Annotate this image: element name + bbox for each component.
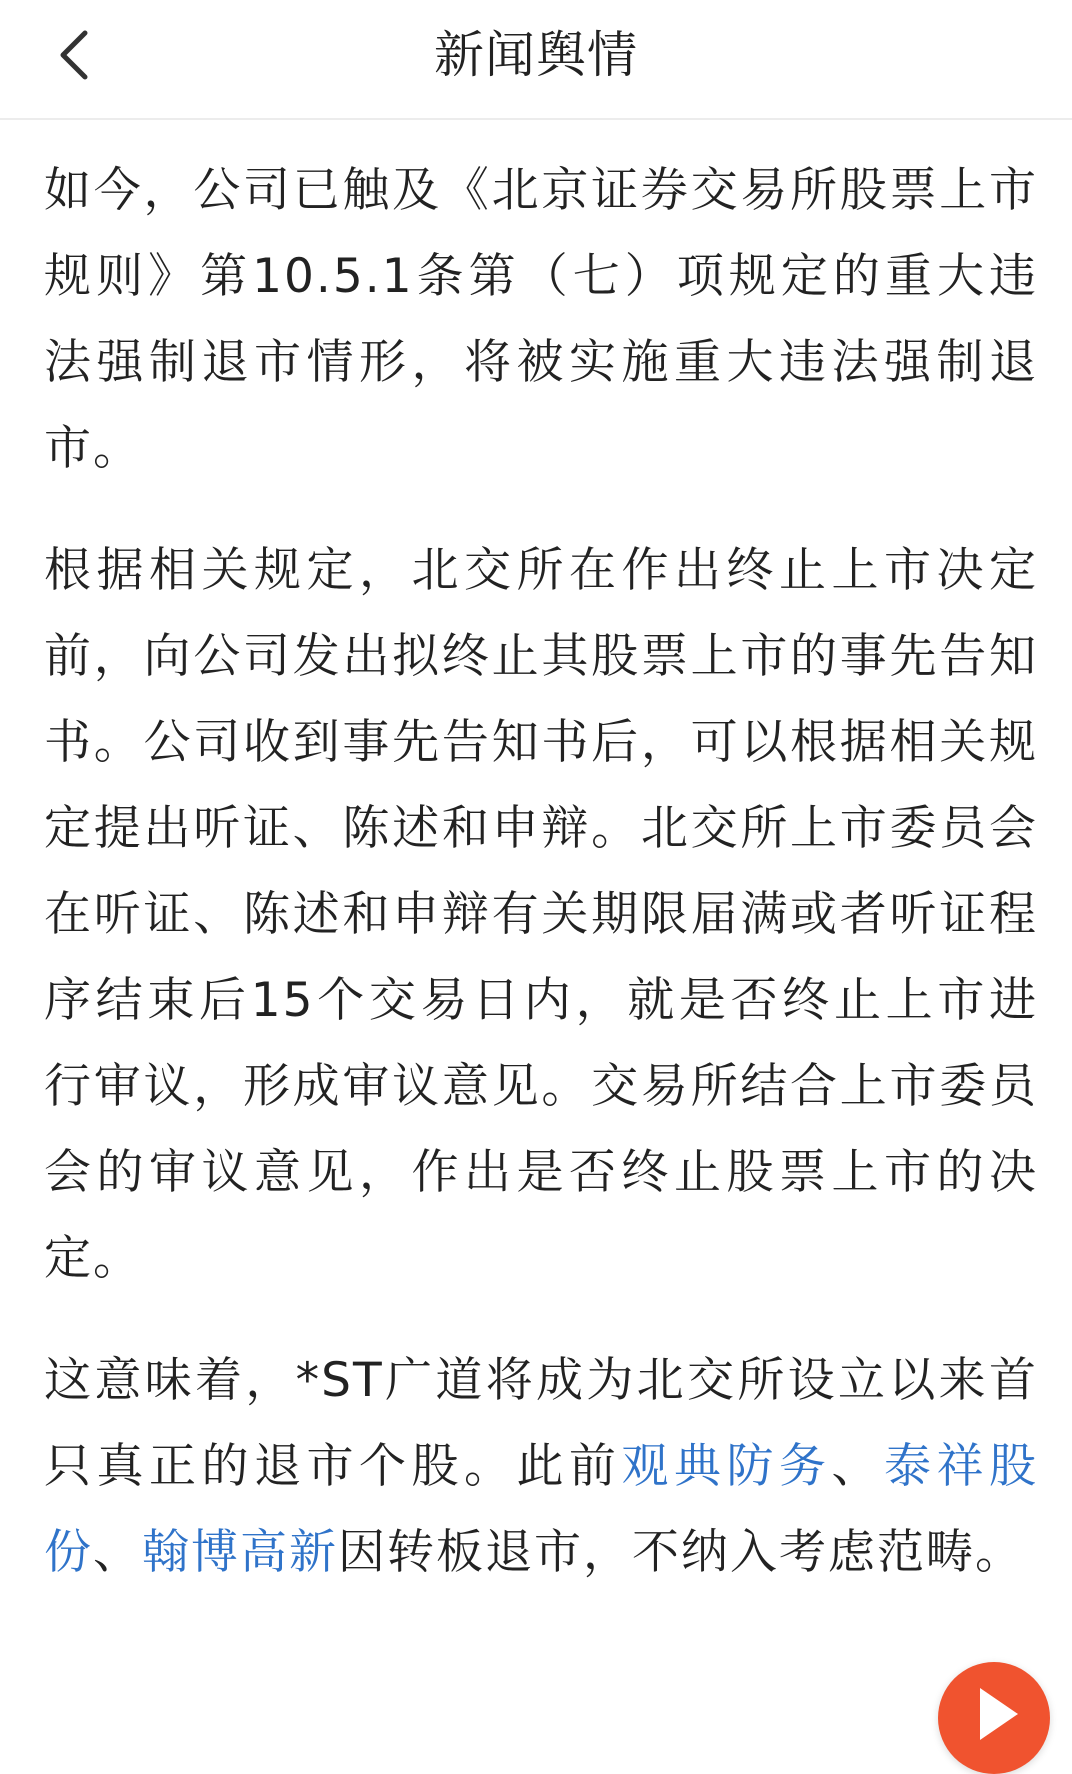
article-paragraph-1: 如今，公司已触及《北京证券交易所股票上市规则》第10.5.1条第（七）项规定的重大违法强制退市情形，将被实施重大违法强制退市。 <box>44 163 1038 476</box>
page-title: 新闻舆情 <box>434 26 638 84</box>
link-separator: 、 <box>831 1439 884 1494</box>
stock-link-hanbo[interactable]: 翰博高新 <box>142 1525 338 1580</box>
paragraph-text-after-links: 因转板退市，不纳入考虑范畴。 <box>338 1525 1024 1580</box>
stock-link-guandian[interactable]: 观典防务 <box>621 1439 832 1494</box>
link-separator: 、 <box>93 1525 142 1580</box>
article-body <box>44 148 1038 1632</box>
paragraph-text-before-links: 这意味着，*ST广道将成为北交所设立以来首只真正的退市个股。此前 <box>44 1353 1038 1494</box>
top-nav-bar <box>0 0 1072 120</box>
article-paragraph-2: 根据相关规定，北交所在作出终止上市决定前，向公司发出拟终止其股票上市的事先告知书。公司收到事先告知书后，可以根据相关规定提出听证、陈述和申辩。北交所上市委员会在听证、陈述和申辩有关期限届满或者听证程序结束后15个交易日内，就是否终止上市进行审议，形成审议意见。交易所结合上市委员会的审议意见，作出是否终止股票上市的决定。 <box>44 543 1038 1286</box>
article-paragraph-3 <box>44 1338 1038 1596</box>
play-audio-button[interactable] <box>938 1662 1050 1774</box>
stock-link-taixiang[interactable]: 泰祥股份 <box>44 1439 1038 1580</box>
